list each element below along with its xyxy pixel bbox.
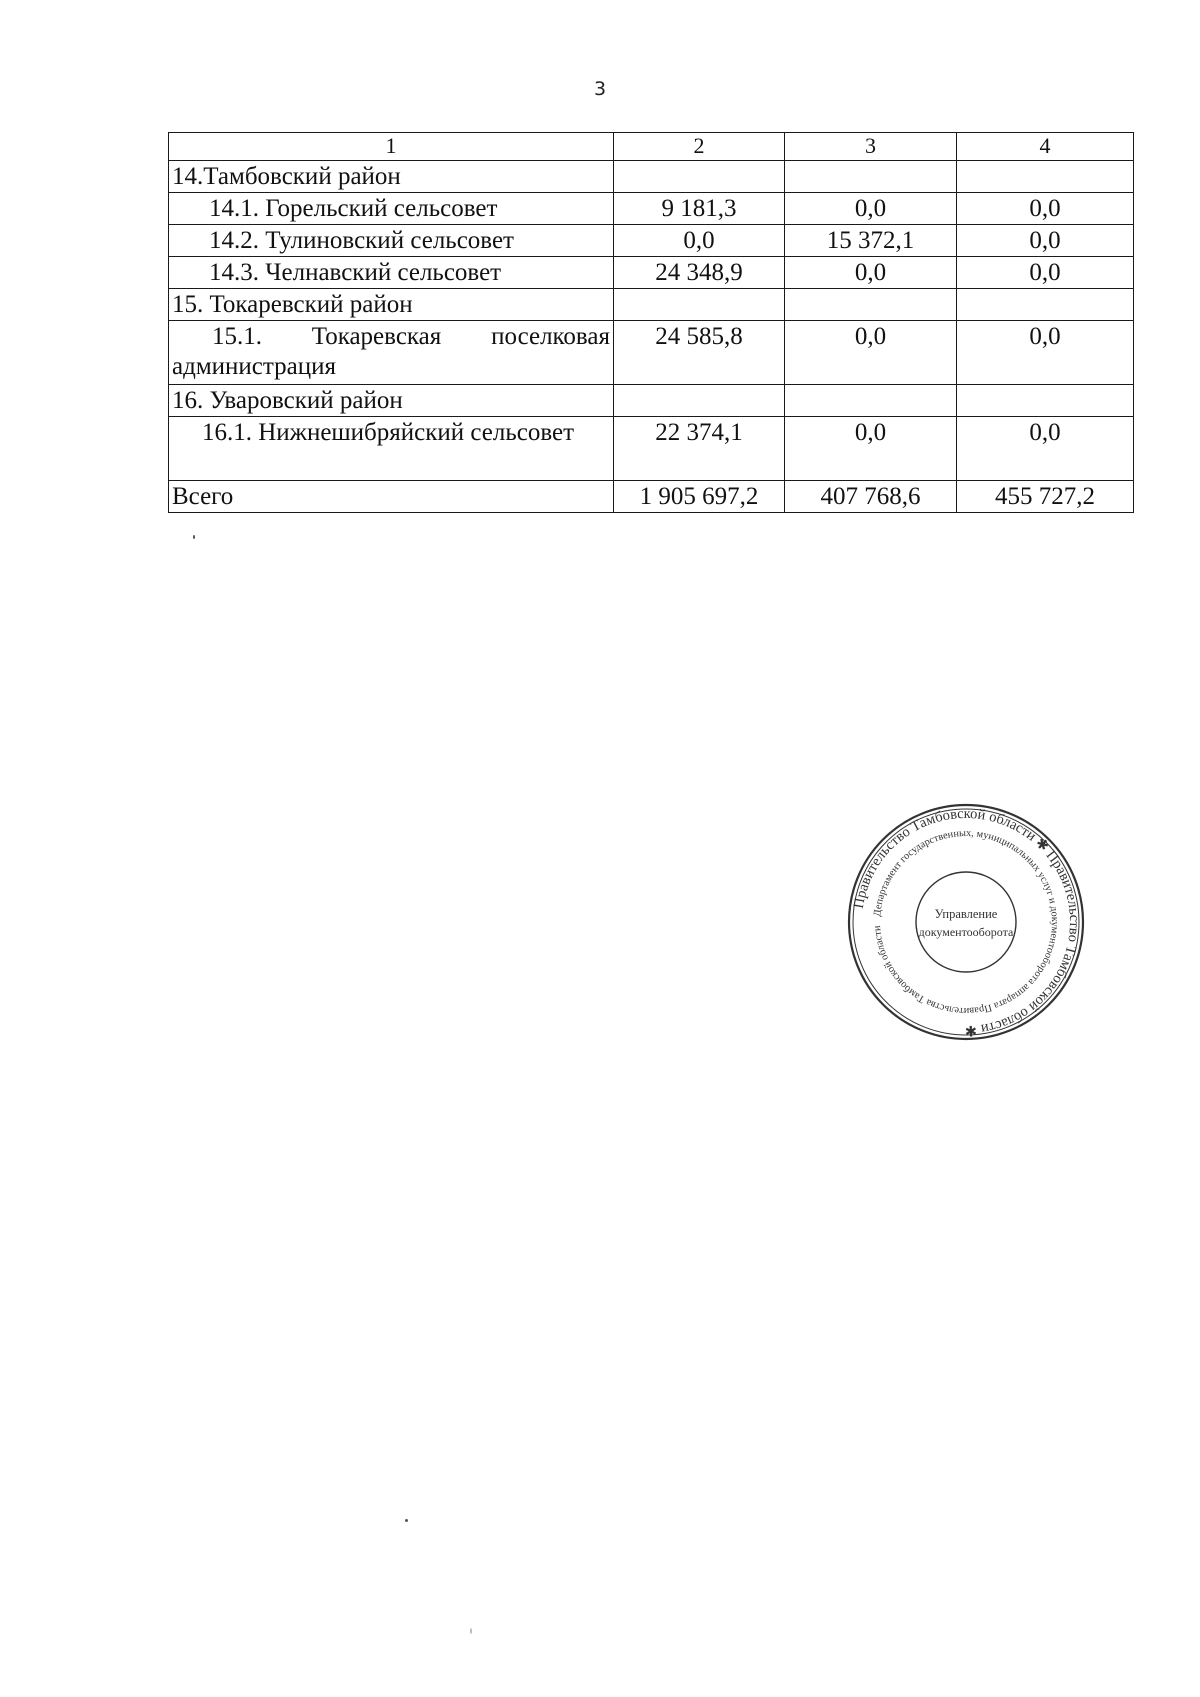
scan-speck: [193, 535, 195, 539]
district-row: [169, 161, 1134, 193]
scan-speck: [405, 1519, 408, 1522]
table-header-row: [169, 133, 1134, 161]
table-row: [169, 257, 1134, 289]
cell-col-2: 24 348,9: [614, 257, 785, 289]
cell-col-2: 0,0: [614, 225, 785, 257]
column-header-4: 4: [957, 133, 1134, 161]
row-label: 16. Уваровский район: [169, 385, 614, 417]
cell-col-4: 455 727,2: [957, 481, 1134, 513]
cell-col-4: [957, 161, 1134, 193]
cell-col-2: 24 585,8: [614, 321, 785, 385]
cell-col-4: [957, 385, 1134, 417]
cell-col-4: [957, 289, 1134, 321]
row-label: Всего: [169, 481, 614, 513]
cell-col-4: 0,0: [957, 193, 1134, 225]
cell-col-3: 407 768,6: [785, 481, 957, 513]
page-number: 3: [593, 78, 607, 100]
cell-col-3: [785, 289, 957, 321]
column-header-2: 2: [614, 133, 785, 161]
official-stamp: [846, 802, 1086, 1042]
stamp-outer-text: Правительство Тамбовской области ✱ Правительство Тамбовской области ✱: [850, 805, 1083, 1039]
stamp-center-line-2: документооборота: [918, 925, 1014, 939]
district-row: [169, 385, 1134, 417]
row-label: 15.1. Токаревская поселковая администрация: [169, 321, 614, 385]
stamp-inner-text: Департамент государственных, муниципальных услуг и документооборота аппарата Правительства Тамбовской области: [872, 827, 1061, 1017]
column-header-3: 3: [785, 133, 957, 161]
cell-col-3: 0,0: [785, 193, 957, 225]
cell-col-4: 0,0: [957, 257, 1134, 289]
table-row: [169, 321, 1134, 385]
cell-col-2: [614, 385, 785, 417]
cell-col-2: 1 905 697,2: [614, 481, 785, 513]
cell-col-3: [785, 161, 957, 193]
cell-col-2: 9 181,3: [614, 193, 785, 225]
row-label: 14.2. Тулиновский сельсовет: [169, 225, 614, 257]
row-label: 14.Тамбовский район: [169, 161, 614, 193]
table-row: [169, 225, 1134, 257]
total-row: [169, 481, 1134, 513]
cell-col-4: 0,0: [957, 417, 1134, 481]
row-label: 14.1. Горельский сельсовет: [169, 193, 614, 225]
cell-col-2: 22 374,1: [614, 417, 785, 481]
cell-col-3: 0,0: [785, 321, 957, 385]
cell-col-3: 0,0: [785, 257, 957, 289]
cell-col-4: 0,0: [957, 225, 1134, 257]
cell-col-2: [614, 289, 785, 321]
cell-col-3: 0,0: [785, 417, 957, 481]
cell-col-2: [614, 161, 785, 193]
cell-col-3: [785, 385, 957, 417]
district-row: [169, 289, 1134, 321]
stamp-center-line-1: Управление: [934, 907, 998, 921]
row-label: 14.3. Челнавский сельсовет: [169, 257, 614, 289]
row-label: 16.1. Нижнешибряйский сельсовет: [169, 417, 614, 481]
budget-table: [168, 132, 1134, 513]
scan-speck: [470, 1628, 472, 1634]
column-header-1: 1: [169, 133, 614, 161]
row-label: 15. Токаревский район: [169, 289, 614, 321]
table-row: [169, 417, 1134, 481]
cell-col-4: 0,0: [957, 321, 1134, 385]
cell-col-3: 15 372,1: [785, 225, 957, 257]
table-row: [169, 193, 1134, 225]
